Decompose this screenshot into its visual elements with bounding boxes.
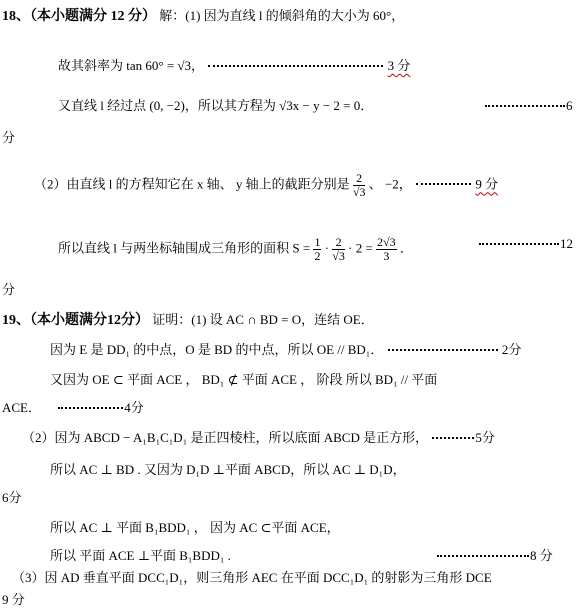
q18-line4a: （2）由直线 l 的方程知它在 x 轴、 y 轴上的截距分别是	[34, 176, 350, 192]
q19-line4: ACE．	[2, 400, 42, 415]
fraction-denominator: √3	[352, 185, 366, 199]
q19-line6: 所以 AC ⊥ BD . 又因为 D₁D ⊥平面 ABCD，所以 AC ⊥ D₁D，	[50, 462, 406, 477]
q19-line9: （3）因 AD 垂直平面 DCC₁D₁，则三角形 AEC 在平面 DCC₁D₁ 的射影为三角形 DCE	[12, 570, 492, 585]
score-dots	[416, 183, 471, 185]
q19-line9-wrap: 9 分	[2, 592, 25, 607]
q18-line2-row	[58, 58, 410, 74]
q19-line1: 证明：(1) 设 AC ∩ BD = O，连结 OE．	[152, 312, 374, 327]
q19-line6-wrap: 6分	[2, 490, 22, 505]
q18-line5-dot: ·	[324, 240, 330, 256]
q19-line5-points: 5分	[475, 430, 495, 445]
q18-line5-row	[58, 236, 413, 263]
q18-line3-points: 6	[566, 98, 573, 113]
fraction-numerator: 2	[353, 172, 366, 186]
q18-line3: 又直线 l 经过点 (0, −2)，所以其方程为 √3x − y − 2 = 0．	[58, 98, 374, 113]
q18-line3-wrap: 分	[2, 130, 16, 145]
q18-line4b: 、 −2，	[368, 176, 412, 192]
q18-block	[2, 8, 404, 25]
score-dots	[432, 437, 474, 439]
q18-line5-points: 12	[560, 236, 573, 251]
fraction	[353, 172, 366, 199]
q18-line5a: 所以直线 l 与两坐标轴围成三角形的面积 S =	[58, 240, 311, 256]
q19-heading: 19、（本小题满分12分）	[2, 313, 149, 328]
score-dots	[388, 349, 498, 351]
fraction-numerator: 2	[332, 236, 345, 250]
fraction	[313, 236, 321, 263]
q18-line3-points-row	[484, 98, 573, 114]
q18-line2-points: 3 分	[387, 58, 411, 73]
score-dots	[437, 555, 529, 557]
score-dots	[479, 243, 559, 245]
q19-line2-row	[50, 342, 521, 358]
q19-line2: 因为 E 是 DD₁ 的中点，O 是 BD 的中点，所以 OE // BD₁．	[50, 342, 384, 357]
fraction-numerator: 1	[314, 235, 321, 249]
score-dots	[208, 65, 383, 67]
q18-heading: 18、（本小题满分 12 分）	[2, 9, 156, 24]
fraction-denominator: 2	[314, 249, 321, 263]
q19-line2-points: 2分	[501, 342, 522, 357]
q19-line8-points: 8 分	[530, 548, 553, 563]
q18-line5-points-row	[478, 236, 573, 252]
q18-line2: 故其斜率为 tan 60° = √3，	[58, 58, 205, 73]
q19-line5: （2）因为 ABCD − A₁B₁C₁D₁ 是正四棱柱，所以底面 ABCD 是正方形，	[22, 430, 429, 445]
q19-line4-points: 4分	[124, 400, 144, 415]
fraction-denominator: √3	[332, 249, 345, 263]
q19-line5-row	[22, 430, 495, 446]
fraction-numerator: 2√3	[377, 235, 396, 249]
q19-line8: 所以 平面 ACE ⊥平面 B₁BDD₁ .	[50, 548, 231, 563]
q19-line8-points-row	[436, 548, 553, 564]
q19-block	[2, 312, 374, 329]
q19-line7: 所以 AC ⊥ 平面 B₁BDD₁ ， 因为 AC ⊂平面 ACE，	[50, 520, 340, 535]
q18-line5-tail: · 2 =	[348, 240, 373, 256]
q18-line1: 解：(1) 因为直线 l 的倾斜角的大小为 60°，	[159, 8, 405, 23]
fraction	[332, 236, 345, 263]
q18-line5-end: ．	[399, 240, 413, 256]
fraction	[376, 236, 397, 263]
q19-line3: 又因为 OE ⊂ 平面 ACE ， BD₁ ⊄ 平面 ACE ， 阶段 所以 BD₁ // 平面	[50, 372, 438, 387]
q19-line4-row	[2, 400, 144, 416]
q18-line4-points: 9 分	[475, 176, 499, 192]
score-dots	[58, 407, 123, 409]
q18-line4-row	[34, 172, 498, 199]
score-dots	[485, 105, 565, 107]
fraction-denominator: 3	[383, 249, 390, 263]
q18-line5-wrap: 分	[2, 282, 16, 297]
